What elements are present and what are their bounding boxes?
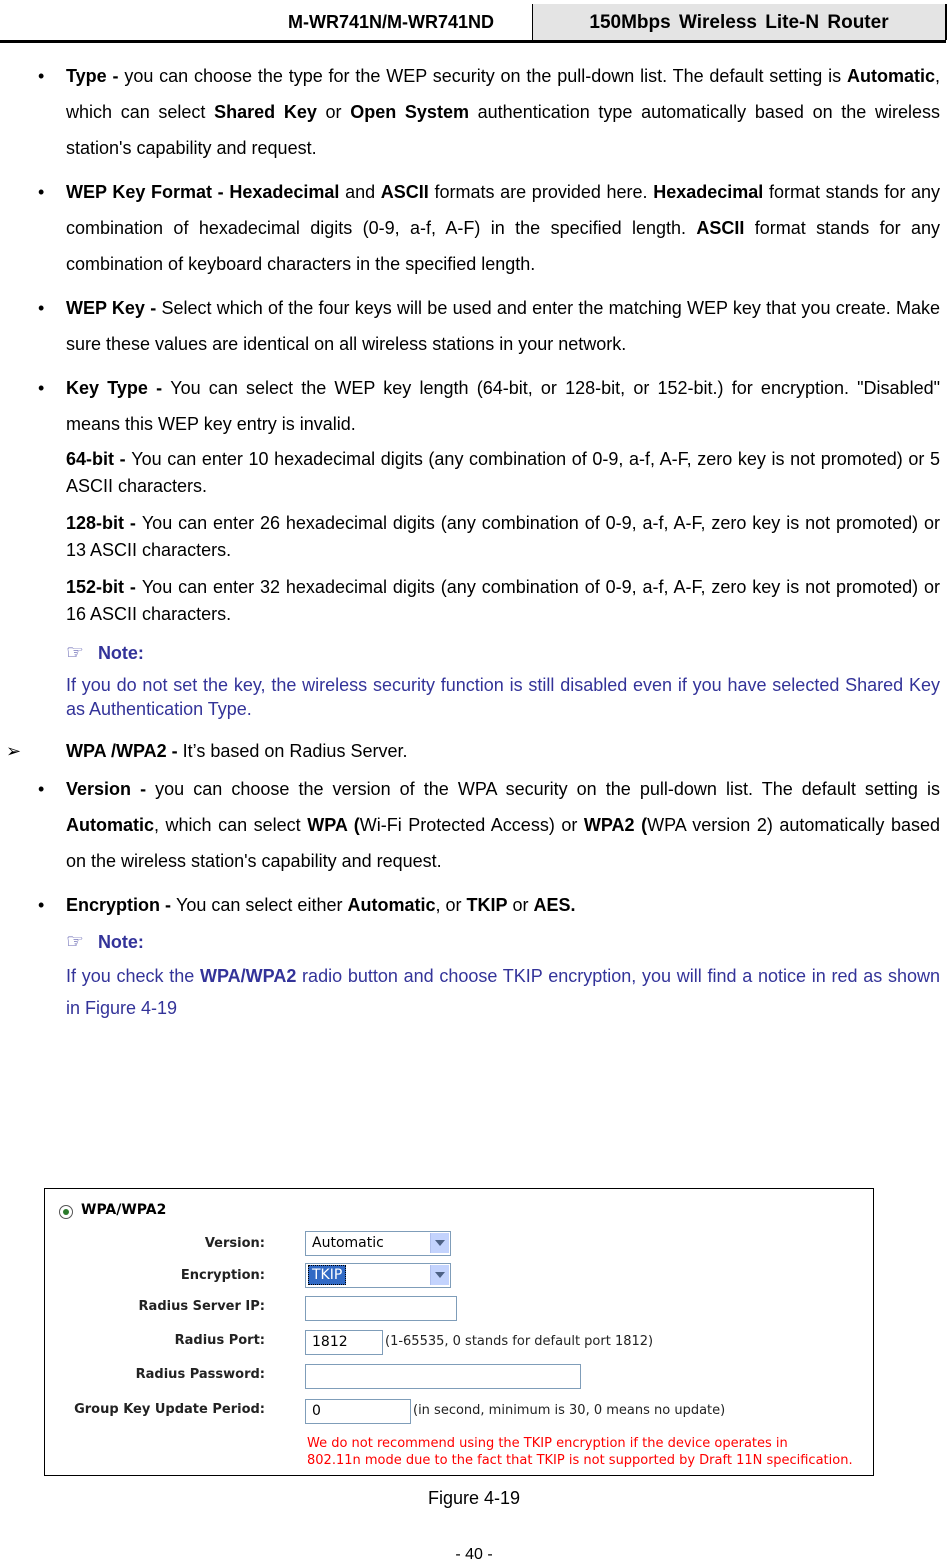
key-128bit: 128-bit - You can enter 26 hexadecimal digits (any combination of 0-9, a-f, A-F, zero key is not promoted) or 13 ASCII characters. xyxy=(66,513,940,560)
wpa-radio-label: WPA/WPA2 xyxy=(81,1202,167,1218)
version-label: Version: xyxy=(204,1236,265,1251)
chevron-down-icon xyxy=(430,1265,449,1285)
wpa-radio-button[interactable] xyxy=(59,1205,73,1219)
wpa-note-text: If you check the WPA/WPA2 radio button and choose TKIP encryption, you will find a notice in red as shown in Figure 4-19 xyxy=(66,966,940,1018)
radius-port-hint: (1-65535, 0 stands for default port 1812) xyxy=(385,1334,654,1349)
product-name-box xyxy=(532,4,947,40)
radius-password-input[interactable] xyxy=(305,1364,581,1389)
bullet-version: • Version - you can choose the version of the WPA security on the pull-down list. The default setting is Automatic, which can select WPA (Wi-Fi Protected Access) or WPA2 (WPA version 2) automatically based on the wireless station's capability and request. xyxy=(38,779,940,871)
radius-server-ip-input[interactable] xyxy=(305,1296,457,1321)
chevron-down-icon xyxy=(430,1233,449,1253)
bullet-key-type: • Key Type - You can select the WEP key length (64-bit, or 128-bit, or 152-bit.) for encryption. "Disabled" means this WEP key entry is invalid. xyxy=(38,378,940,434)
header-rule xyxy=(0,40,946,43)
encryption-label: Encryption: xyxy=(180,1268,265,1283)
wpa-heading: ➢ WPA /WPA2 - It’s based on Radius Server. xyxy=(0,733,948,769)
encryption-select[interactable]: TKIP xyxy=(305,1263,451,1288)
wep-note-text: If you do not set the key, the wireless security function is still disabled even if you have selected Shared Key as Authentication Type. xyxy=(66,675,940,719)
group-key-update-input[interactable]: 0 xyxy=(305,1399,411,1424)
figure-caption: Figure 4-19 xyxy=(427,1488,521,1508)
tkip-warning-line1: We do not recommend using the TKIP encryption if the device operates in xyxy=(307,1436,788,1451)
radius-server-ip-label: Radius Server IP: xyxy=(138,1299,265,1314)
model-name: M-WR741N/M-WR741ND xyxy=(287,12,494,32)
page-header xyxy=(0,0,948,42)
group-key-update-hint: (in second, minimum is 30, 0 means no update) xyxy=(413,1403,726,1418)
bullet-wep-key-format: • WEP Key Format - Hexadecimal and ASCII formats are provided here. Hexadecimal format stands for any combination of hexadecimal digits (0-9, a-f, A-F) in the specified length. ASCII format stands for any combination of keyboard characters in the specified length. xyxy=(38,182,941,274)
radius-port-input[interactable]: 1812 xyxy=(305,1330,383,1355)
radius-port-label: Radius Port: xyxy=(174,1333,265,1348)
radius-password-label: Radius Password: xyxy=(135,1367,265,1382)
pointing-hand-icon: ☞ xyxy=(66,931,84,953)
arrow-bullet-icon: ➢ xyxy=(6,741,22,761)
wpa-note-title: ☞ Note: xyxy=(66,931,144,953)
product-name: 150Mbps Wireless Lite-N Router xyxy=(589,12,889,33)
document-body xyxy=(0,58,948,1024)
version-select[interactable]: Automatic xyxy=(305,1231,451,1256)
pointing-hand-icon: ☞ xyxy=(66,642,84,664)
wep-note-title: ☞ Note: xyxy=(66,642,144,664)
key-152bit: 152-bit - You can enter 32 hexadecimal digits (any combination of 0-9, a-f, A-F, zero key is not promoted) or 16 ASCII characters. xyxy=(66,577,940,624)
key-64bit: 64-bit - You can enter 10 hexadecimal digits (any combination of 0-9, a-f, A-F, zero key is not promoted) or 5 ASCII characters. xyxy=(66,449,940,496)
bullet-type: • Type - you can choose the type for the WEP security on the pull-down list. The default setting is Automatic, which can select Shared Key or Open System authentication type automatically based on the wireless station's capability and request. xyxy=(38,66,941,158)
bullet-wep-key: • WEP Key - Select which of the four keys will be used and enter the matching WEP key that you create. Make sure these values are identical on all wireless stations in your network. xyxy=(38,298,940,354)
tkip-warning-line2: 802.11n mode due to the fact that TKIP is not supported by Draft 11N specification. xyxy=(307,1453,853,1468)
bullet-encryption: • Encryption - You can select either Automatic, or TKIP or AES. xyxy=(38,895,576,915)
page-number: - 40 - xyxy=(455,1546,493,1563)
group-key-update-label: Group Key Update Period: xyxy=(74,1402,265,1417)
figure-wpa-settings xyxy=(44,1188,874,1476)
